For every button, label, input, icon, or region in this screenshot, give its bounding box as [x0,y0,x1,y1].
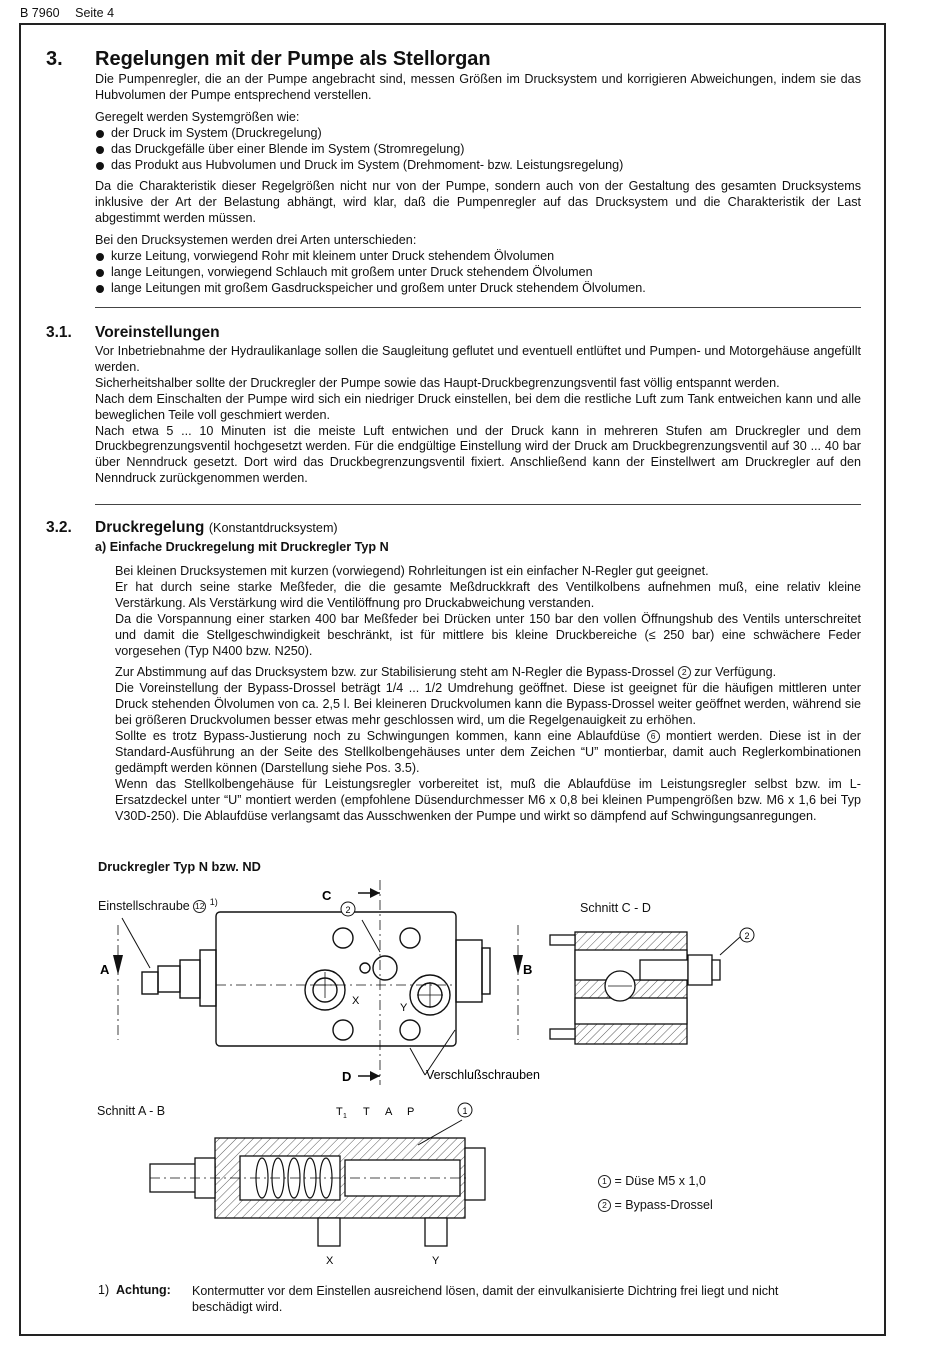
paragraph: Die Voreinstellung der Bypass-Drossel beträgt 1/4 ... 1/2 Umdrehung geöffnet. Diese ist geeignet für die häufigen mittleren unter Druck stehenden Ölvolumen von ca. 2,5 l. Bei kleineren Druckvolumen kann die Bypass-Drossel weiter geöffnet werden, während sie bei größeren Druckvolumen besser etwas mehr geschlossen wird, um die Regelgenauigkeit zu erhöhen. [115,681,861,728]
list-item: lange Leitungen, vorwiegend Schlauch mit großem unter Druck stehendem Ölvolumen [95,265,861,281]
list-item: das Produkt aus Hubvolumen und Druck im System (Drehmoment- bzw. Leistungsregelung) [95,158,861,174]
subsection-a-title: a) Einfache Druckregelung mit Druckregler Typ N [95,540,389,554]
port-t1: T [336,1106,343,1118]
section-cd-view [550,932,740,1044]
figure-title: Druckregler Typ N bzw. ND [98,859,261,874]
port-p: P [407,1106,415,1118]
paragraph: Er hat durch seine starke Meßfeder, die die gesamte Meßdruckkraft des Ventilkolbens aufnehmen muß, eine relativ kleine Verstärkung. Als Verstärkung wird die Ventilöffnung pro Druckabweichung verstanden. [115,579,861,610]
port-t: T [363,1106,370,1118]
section-3-2-title: Druckregelung [95,519,205,536]
letter-c: C [322,888,332,903]
paragraph: Da die Charakteristik dieser Regelgrößen nicht nur von der Pumpe, sondern auch von der Gestaltung des gesamten Drucksystems inklusive der Art der Belastung abhängt, wird klar, daß die Pumpenregler auf das Drucksystem und die Charakteristik der Last abgestimmt werden müssen. [95,179,861,226]
section-3-1-number: 3.1. [46,324,72,341]
letter-y: Y [400,1002,408,1014]
einstellschraube-label: Einstellschraube 12 $^{1)}$ [98,897,218,914]
port-a: A [385,1106,393,1118]
paragraph: Da die Vorspannung einer starken 400 bar Meßfeder bei Drücken unter 150 bar den vollen Öffnungshub des Ventils unterschreitet und damit die Stellgeschwindigkeit beschränkt, ist für mittlere bis kleine Druckbereiche (≤ 250 bar) eine schwächere Feder vorgesehen (Typ N400 bzw. N250). [115,611,861,658]
verschluss-label: Verschlußschrauben [426,1068,540,1082]
letter-b: B [523,962,533,977]
marker-1: 1 [462,1106,468,1116]
footnote-label: Achtung: [116,1283,171,1297]
paragraph: Bei kleinen Drucksystemen mit kurzen (vorwiegend) Rohrleitungen ist ein einfacher N-Regler gut geeignet. [115,564,709,578]
section-ab-view [150,1120,485,1246]
letter-x: X [352,995,360,1007]
paragraph: Nach dem Einschalten der Pumpe wird sich ein niedriger Druck einstellen, bei dem die restliche Luft zum Tank entweichen kann und alle beweglichen Teile voll geschmiert werden. [95,391,861,422]
paragraph: Die Pumpenregler, die an der Pumpe angebracht sind, messen Größen im Drucksystem und korrigieren Abweichungen, indem sie das Hubvolumen der Pumpe entsprechend verstellen. [95,72,861,102]
section-3-number: 3. [46,48,63,70]
footnote-text: Kontermutter vor dem Einstellen ausreichend lösen, damit der einvulkanisierte Dichtring frei liegt und nicht beschädigt wird. [192,1284,779,1314]
section-3-1-title: Voreinstellungen [95,324,220,341]
paragraph: Sicherheitshalber sollte der Druckregler der Pumpe sowie das Haupt-Druckbegrenzungsventil fast völlig entspannt werden. [95,375,780,390]
legend-item-2: 2 = Bypass-Drossel [598,1198,713,1212]
section-3-2-number: 3.2. [46,519,72,536]
letter-d: D [342,1069,352,1084]
paragraph: Nach etwa 5 ... 10 Minuten ist die meiste Luft entwichen und der Druck kann in mehreren Stufen am Druckregler und dem Druckbegrenzungsventil hochgesetzt werden. Für die endgültige Einstellung wird der Druck am Druckbegrenzungsventil auf 30 ... 40 bar über Nenndruck gesetzt. Dort wird das Druckbegrenzungsventil fixiert. Anschließend kann der Einstellwert am Druckregler auf den Nenndruck zurückgenommen werden. [95,423,861,486]
ref-number-2: 2 [678,666,691,679]
port-t1-sub: 1 [343,1113,347,1120]
schnitt-cd-label: Schnitt C - D [580,901,651,915]
marker-2: 2 [345,905,351,915]
paragraph: Wenn das Stellkolbengehäuse für Leistungsregler vorbereitet ist, muß die Ablaufdüse im Leistungsregler selbst bzw. im L-Ersatzdeckel unter “U” montiert werden (empfohlene Düsendurchmesser M6 x 0,8 bei kleinen Pumpengrößen bzw. M6 x 1,6 bei Typ V30D-250). Die Ablaufdüse verlangsamt das Ausschwenken der Pumpe und wirkt so dämpfend auf Schwingungsanregungen. [115,776,861,823]
list-item: lange Leitungen mit großem Gasdruckspeicher und großem unter Druck stehendem Ölvolumen. [95,281,861,297]
list-item: der Druck im System (Druckregelung) [95,126,861,142]
list-item: kurze Leitung, vorwiegend Rohr mit kleinem unter Druck stehendem Ölvolumen [95,249,861,265]
page-number: Seite 4 [75,6,115,20]
paragraph: Bei den Drucksystemen werden drei Arten unterschieden: [95,233,417,248]
section-3-title: Regelungen mit der Pumpe als Stellorgan [95,48,491,70]
paragraph: Vor Inbetriebnahme der Hydraulikanlage sollen die Saugleitung geflutet und eventuell entlüftet und Pumpen- und Motorgehäuse angefüllt werden. [95,344,861,374]
letter-a: A [100,962,110,977]
paragraph: Sollte es trotz Bypass-Justierung noch zu Schwingungen kommen, kann eine Ablaufdüse 6 montiert werden. Diese ist in der Standard-Ausführung an der Seite des Stellkolbengehäuses unter dem Zeichen “U” montierbar, damit auch Reglerkombinationen gedämpft werden können (Darstellung siehe Pos. 3.5). [115,729,861,775]
doc-number: B 7960 [20,6,60,20]
paragraph: Geregelt werden Systemgrößen wie: [95,109,300,124]
top-view [118,880,518,1085]
paragraph: Zur Abstimmung auf das Drucksystem bzw. zur Stabilisierung steht am N-Regler die Bypass-Drossel 2 zur Verfügung. [115,665,777,680]
legend-item-1: 1 = Düse M5 x 1,0 [598,1174,706,1188]
ref-number-6: 6 [647,730,660,743]
list-item: das Druckgefälle über einer Blende im System (Stromregelung) [95,142,861,158]
letter-x-ab: X [326,1255,334,1267]
footnote-mark: 1) [98,1283,110,1297]
schnitt-ab-label: Schnitt A - B [97,1104,166,1118]
section-3-2-suffix: (Konstantdrucksystem) [208,521,338,535]
letter-y-ab: Y [432,1255,440,1267]
marker-2-cd: 2 [744,931,750,941]
